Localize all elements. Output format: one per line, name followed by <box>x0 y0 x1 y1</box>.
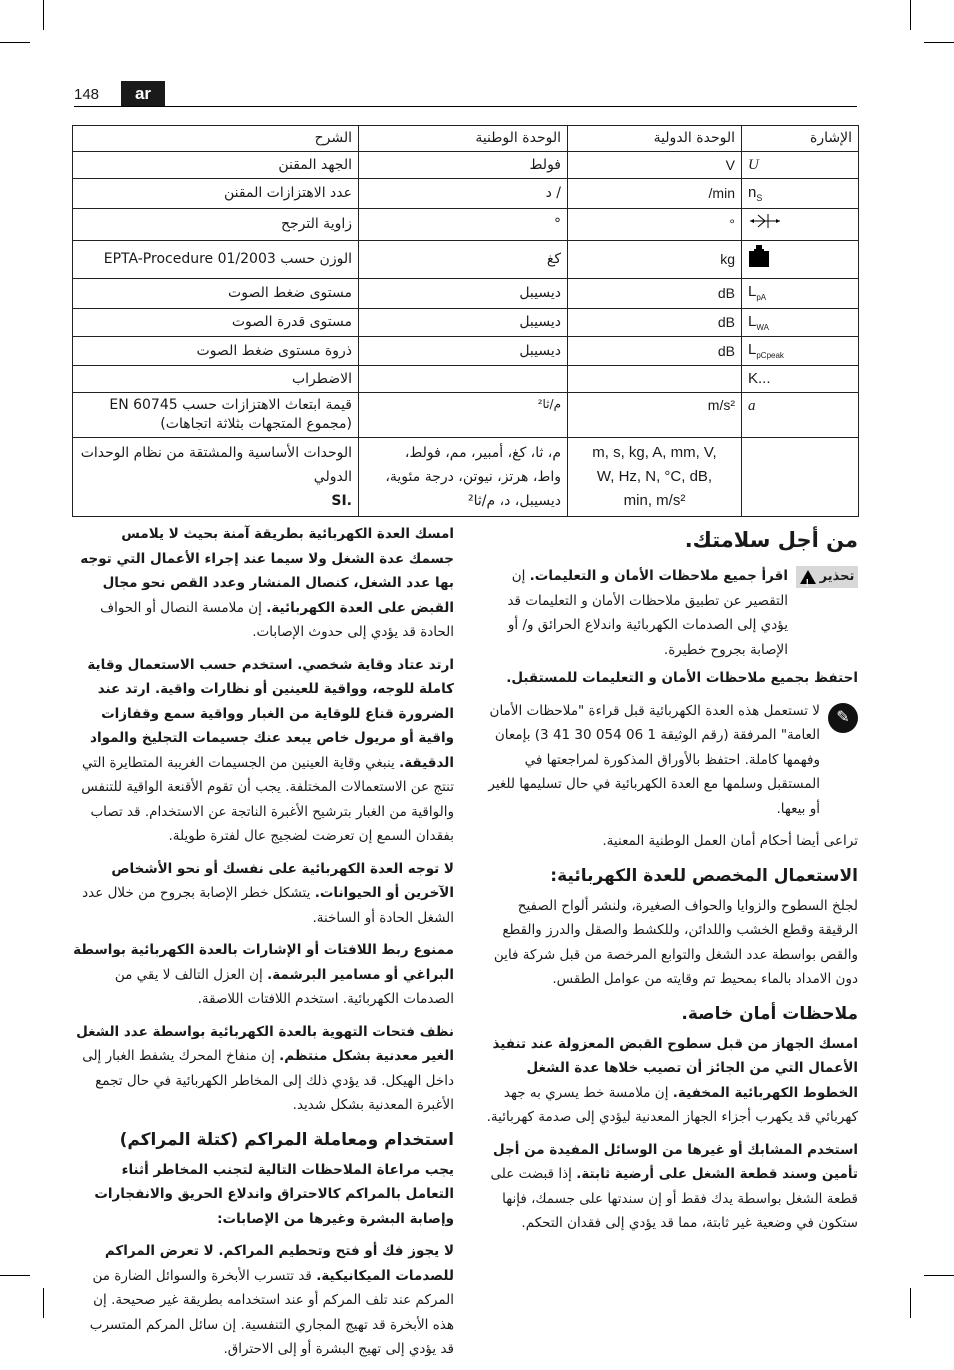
safety-text: إن منفاخ المحرك يشفط الغبار إلى داخل الهيكل. قد يؤدي ذلك إلى المخاطر الكهربائية في حال تجمع الأغبرة المعدنية بشكل شديد. <box>82 1048 454 1113</box>
sign-cell <box>742 209 859 240</box>
crop-mark <box>0 1275 30 1276</box>
explanation-cell: ذروة مستوى ضغط الصوت <box>73 337 359 366</box>
safety-text: إذا قبضت على قطعة الشغل بواسطة يدك فقط أو إن سندتها على جسمك، فإنها ستكون في وضعية غير ثابتة، مما قد يؤدي إلى فقدان التحكم. <box>490 1166 858 1231</box>
explanation-cell: زاوية الترجح <box>73 209 359 240</box>
explanation-cell: الوزن حسب EPTA-Procedure 01/2003 <box>73 240 359 278</box>
crop-mark <box>43 0 44 30</box>
table-row <box>73 278 859 308</box>
table-row <box>73 240 859 278</box>
explanation-cell: مستوى قدرة الصوت <box>73 308 359 337</box>
safety-text: إن العزل التالف لا يقي من الصدمات الكهربائية. استخدم اللافتات اللاصقة. <box>114 966 454 1007</box>
intended-use-text: لجلخ السطوح والزوايا والحواف الصغيرة، ولنشر ألواح الصفيح الرقيقة وقطع الخشب واللدائن، وللكشط والصقل والدرز والقطع والقص بواسطة عدد الشغل والتوابع المرخصة من قبل شركة فاين دون الامداد بالماء بمحيط تم وقايته من عوامل الطقس. <box>493 897 858 987</box>
explanation-line: قيمة ابتعاث الاهتزازات حسب EN 60745 <box>109 397 352 414</box>
crop-mark <box>924 1275 954 1276</box>
header-sign: الإشارة <box>742 126 859 152</box>
national-unit-cell <box>359 366 568 393</box>
table-row <box>73 337 859 366</box>
sign-cell: K... <box>742 366 859 393</box>
national-unit-cell: ° <box>359 209 568 240</box>
sign-cell: U <box>742 152 859 179</box>
warning-label: تحذير <box>819 568 855 584</box>
table-row <box>73 366 859 393</box>
table-row <box>73 393 859 438</box>
explanation-line: (مجموع المتجهات بثلاثة اتجاهات) <box>160 416 352 433</box>
intl-unit-cell: dB <box>568 337 742 366</box>
section-heading: ملاحظات أمان خاصة. <box>681 1003 858 1024</box>
explanation-line: الوحدات الأساسية والمشتقة من نظام الوحدات الدولي <box>80 445 352 486</box>
safety-bold: يجب مراعاة الملاحظات التالية لتجنب المخاطر أثناء التعامل بالمراكم كالاحتراق واندلاع الحريق والانفجارات وإصابة البشرة وغيرها من الإصابات: <box>94 1161 454 1227</box>
section-heading: الاستعمال المخصص للعدة الكهربائية: <box>550 865 858 886</box>
national-unit-cell: ديسيبل <box>359 278 568 308</box>
warning-block <box>478 564 858 666</box>
table-row <box>73 152 859 179</box>
intl-unit-cell <box>568 366 742 393</box>
spec-table <box>72 125 859 517</box>
page-number: 148 <box>74 86 100 103</box>
safety-text: إن ملامسة النصال أو الحواف الحادة قد يؤدي إلى حدوث الإصابات. <box>100 599 454 640</box>
safety-text: قد تتسرب الأبخرة والسوائل الضارة من المركم عند تلف المركم أو عند استخدامه بطريقة غير صحيحة. إن هذه الأبخرة قد تهيج المجاري التنفسية. إن سائل المركم المتسرب قد يؤدي إلى تهيج البشرة أو إلى الاحتراق. <box>89 1267 454 1357</box>
intl-unit-line: m, s, kg, A, mm, V, <box>592 444 717 462</box>
safety-bold: لا يجوز فك أو فتح وتحطيم المراكم. لا تعرض المراكم للصدمات الميكانيكية. <box>104 1243 454 1284</box>
sign-cell <box>742 438 859 517</box>
intl-unit-cell: V <box>568 152 742 179</box>
explanation-cell <box>73 438 359 517</box>
intl-unit-cell: kg <box>568 240 742 278</box>
sign-cell: $L_{WA}$ <box>742 308 859 337</box>
national-unit-cell: فولط <box>359 152 568 179</box>
warning-text: إن التقصير عن تطبيق ملاحظات الأمان و التعليمات قد يؤدي إلى الصدمات الكهربائية واندلاع الحرائق و/ أو الإصابة بجروح خطيرة. <box>507 568 788 658</box>
safety-bold: امسك الجهاز من قبل سطوح القبض المعزولة عند تنفيذ الأعمال التي من الجائز أن تصيب خلاها عدة الشغل الخطوط الكهربائية المخفية. <box>492 1035 858 1101</box>
intl-unit-cell: ° <box>568 209 742 240</box>
sign-cell: $L_{pA}$ <box>742 278 859 308</box>
sign-cell: a <box>742 393 859 438</box>
safety-text: إن ملامسة خط يسري به جهد كهربائي قد يكهرب أجزاء الجهاز المعدنية ليؤدي إلى صدمة كهربائية. <box>486 1084 858 1125</box>
intl-unit-cell: dB <box>568 308 742 337</box>
sign-cell: $n_S$ <box>742 179 859 209</box>
safety-text: ينبغي وقاية العينين من الجسيمات الغريبة المتطايرة التي تنتج عن الاستعمالات المختلفة. يجب أن تقوم الأقنعة الواقية للتنفس والواقية من الغبار بترشيح الأغبرة الناتجة عن الاستخدام. قد تصاب بفقدان السمع إن تعرضت لضجيج عال لفترة طويلة. <box>81 754 454 844</box>
left-column <box>72 522 454 1370</box>
crop-mark <box>910 0 911 30</box>
section-heading: من أجل سلامتك. <box>684 528 858 552</box>
manual-block <box>478 699 858 830</box>
table-header-row <box>73 126 859 152</box>
header-explanation: الشرح <box>73 126 359 152</box>
national-unit-cell: / د <box>359 179 568 209</box>
header-intl-unit: الوحدة الدولية <box>568 126 742 152</box>
explanation-cell: الجهد المقنن <box>73 152 359 179</box>
table-row <box>73 308 859 337</box>
header-rule <box>74 106 857 107</box>
warning-triangle-icon <box>800 570 816 584</box>
national-unit-line: م، ثا، كغ، أمبير، مم، فولط، <box>404 445 561 462</box>
safety-bold: ممنوع ربط اللافتات أو الإشارات بالعدة الكهربائية بواسطة البراغي أو مسامير البرشمة. <box>73 942 454 983</box>
table-row <box>73 209 859 240</box>
national-unit-line: ديسيبل، د، م/ثا² <box>467 493 561 510</box>
crop-mark <box>910 1288 911 1318</box>
read-manual-icon: ✎ <box>828 703 858 733</box>
regulations-text: تراعى أيضا أحكام أمان العمل الوطنية المعنية. <box>602 833 858 849</box>
explanation-line: .SI <box>331 493 352 510</box>
explanation-cell <box>73 393 359 438</box>
sign-cell: $L_{pCpeak}$ <box>742 337 859 366</box>
explanation-cell: الاضطراب <box>73 366 359 393</box>
intl-unit-line: min, m/s² <box>623 492 686 510</box>
explanation-cell: مستوى ضغط الصوت <box>73 278 359 308</box>
table-row <box>73 438 859 517</box>
warning-badge <box>796 566 858 588</box>
keep-instructions: احتفظ بجميع ملاحظات الأمان و التعليمات للمستقبل. <box>506 670 858 686</box>
warning-bold: اقرأ جميع ملاحظات الأمان و التعليمات. <box>529 568 788 584</box>
crop-mark <box>0 42 30 43</box>
safety-bold: امسك العدة الكهربائية بطريقة آمنة بحيث لا يلامس جسمك عدة الشغل ولا سيما عند إجراء الأعمال التي توجه بها عدد الشغل، كنصال المنشار وعدد القص نحو مجال القبض على العدة الكهربائية. <box>80 526 454 616</box>
safety-bold: نظف فتحات التهوية بالعدة الكهربائية بواسطة عدد الشغل الغير معدنية بشكل منتظم. <box>76 1023 454 1064</box>
explanation-cell: عدد الاهتزازات المقنن <box>73 179 359 209</box>
national-unit-cell: كغ <box>359 240 568 278</box>
national-unit-line: واط، هرتز، نيوتن، درجة مئوية، <box>385 469 561 486</box>
crop-mark <box>43 1288 44 1318</box>
crop-mark <box>924 42 954 43</box>
intl-unit-cell <box>568 438 742 517</box>
oscillation-angle-icon <box>748 212 782 230</box>
safety-text: يتشكل خطر الإصابة بجروح من خلال عدد الشغل الحادة أو الساخنة. <box>82 885 454 926</box>
national-unit-cell: ديسيبل <box>359 337 568 366</box>
national-unit-cell: م/ثا² <box>359 393 568 438</box>
intl-unit-cell: m/s² <box>568 393 742 438</box>
language-badge: ar <box>121 81 165 107</box>
intl-unit-cell: dB <box>568 278 742 308</box>
national-unit-cell <box>359 438 568 517</box>
sign-cell <box>742 240 859 278</box>
header-national-unit: الوحدة الوطنية <box>359 126 568 152</box>
table-row <box>73 179 859 209</box>
weight-icon <box>748 244 770 268</box>
safety-bold: ارتد عتاد وقاية شخصي. استخدم حسب الاستعمال وقاية كاملة للوجه، وواقية للعينين أو نظارات واقية. ارتد عند الضرورة قناع للوقاية من الغبار وواقية سمع وقفازات واقية أو مريول خاص يبعد عنك جسيمات التجليخ والمواد الدقيقة. <box>87 656 454 771</box>
safety-bold: استخدم المشابك أو غيرها من الوسائل المفيدة من أجل تأمين وسند قطعة الشغل على أرضية ثابتة. <box>493 1141 858 1182</box>
right-column <box>478 522 858 1244</box>
manual-text: لا تستعمل هذه العدة الكهربائية قبل قراءة "ملاحظات الأمان العامة" المرفقة (رقم الوثيقة 1 06 054 30 41 3) بإمعان وفهمها كاملة. احتفظ بالأوراق المذكورة لمراجعتها في المستقبل وسلمها مع العدة الكهربائية في حال تسليمها للغير أو بيعها. <box>488 702 820 817</box>
intl-unit-line: W, Hz, N, °C, dB, <box>596 468 713 486</box>
safety-bold: لا توجه العدة الكهربائية على نفسك أو نحو الأشخاص الآخرين أو الحيوانات. <box>111 860 454 901</box>
section-heading: استخدام ومعاملة المراكم (كتلة المراكم) <box>119 1129 454 1150</box>
national-unit-cell: ديسيبل <box>359 308 568 337</box>
intl-unit-cell: /min <box>568 179 742 209</box>
